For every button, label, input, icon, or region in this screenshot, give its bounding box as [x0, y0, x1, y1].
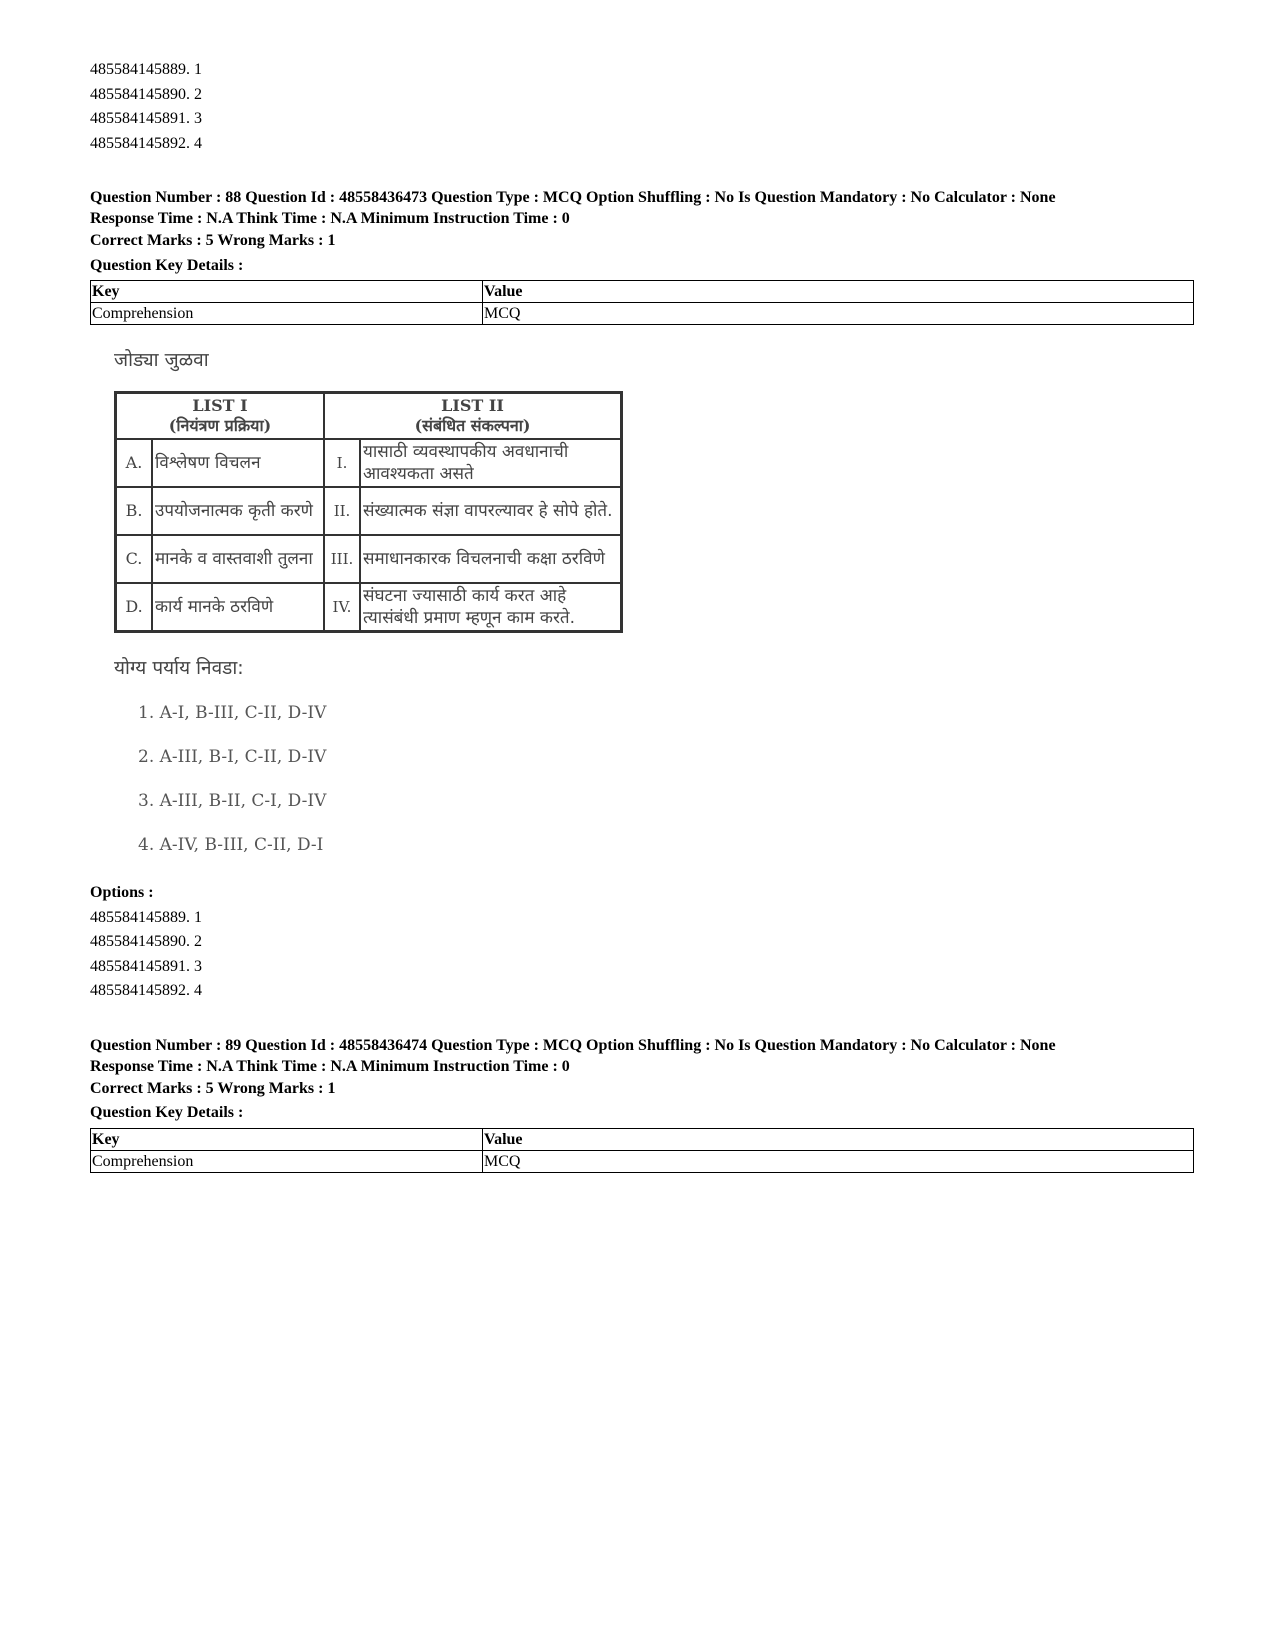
- option-item: 485584145889. 1: [90, 61, 202, 78]
- list2-header: [324, 393, 622, 440]
- match-left-text: मानके व वास्तवाशी तुलना: [152, 535, 324, 583]
- list1-title: LIST I: [192, 396, 248, 415]
- question-header-line2: Response Time : N.A Think Time : N.A Minimum Instruction Time : 0: [90, 1057, 570, 1075]
- match-left-text: उपयोजनात्मक कृती करणे: [152, 487, 324, 535]
- answer-choice: 1. A-I, B-III, C-II, D-IV: [138, 703, 327, 723]
- table-header-value: Value: [483, 1128, 1194, 1150]
- match-label: C.: [116, 535, 153, 583]
- answer-choice: 4. A-IV, B-III, C-II, D-I: [138, 835, 324, 855]
- question-88-block: [90, 187, 1195, 1004]
- question-marks: Correct Marks : 5 Wrong Marks : 1: [90, 1079, 336, 1097]
- table-row: [91, 303, 1194, 325]
- question-header-line1: Question Number : 88 Question Id : 48558436473 Question Type : MCQ Option Shuffling : No Is Question Mandatory : No Calculator : None: [90, 189, 1056, 206]
- option-item: 485584145890. 2: [90, 85, 202, 103]
- option-item: 485584145891. 3: [90, 110, 202, 127]
- match-table-header: [116, 393, 622, 440]
- question-header-line2: Response Time : N.A Think Time : N.A Minimum Instruction Time : 0: [90, 210, 570, 227]
- answer-choice: 2. A-III, B-I, C-II, D-IV: [138, 747, 327, 767]
- match-right-text: संख्यात्मक संज्ञा वापरल्यावर हे सोपे होते.: [360, 487, 622, 535]
- match-right-text: समाधानकारक विचलनाची कक्षा ठरविणे: [360, 535, 622, 583]
- table-header-key: Key: [91, 1128, 483, 1150]
- match-roman: I.: [324, 439, 360, 487]
- list2-subtitle: (संबंधित संकल्पना): [414, 416, 531, 435]
- match-label: B.: [116, 487, 153, 535]
- table-header-row: [91, 281, 1194, 303]
- match-row: [116, 487, 622, 535]
- list1-subtitle: (नियंत्रण प्रक्रिया): [168, 416, 272, 435]
- match-table: [114, 391, 623, 633]
- document-page: [90, 58, 1195, 1173]
- options-label: Options :: [90, 884, 154, 901]
- list1-header: [116, 393, 325, 440]
- table-cell-key: Comprehension: [91, 303, 483, 325]
- option-item: 485584145890. 2: [90, 933, 202, 950]
- match-roman: II.: [324, 487, 360, 535]
- question-marks: Correct Marks : 5 Wrong Marks : 1: [90, 232, 336, 249]
- option-item: 485584145889. 1: [90, 908, 202, 926]
- table-row: [91, 1150, 1194, 1172]
- option-item: 485584145891. 3: [90, 957, 202, 975]
- table-cell-value: MCQ: [483, 1150, 1194, 1172]
- match-row: [116, 583, 622, 632]
- key-details-table: [90, 280, 1194, 325]
- question-89-block: [90, 1035, 1195, 1173]
- table-header-value: Value: [483, 281, 1194, 303]
- match-left-text: विश्लेषण विचलन: [152, 439, 324, 487]
- match-roman: III.: [324, 535, 360, 583]
- table-cell-value: MCQ: [483, 303, 1194, 325]
- question-header-line1: Question Number : 89 Question Id : 48558436474 Question Type : MCQ Option Shuffling : No Is Question Mandatory : No Calculator : None: [90, 1036, 1056, 1054]
- table-cell-key: Comprehension: [91, 1150, 483, 1172]
- key-details-label: Question Key Details :: [90, 1104, 244, 1121]
- options-list: [90, 906, 1195, 1004]
- answer-choices: [138, 691, 634, 867]
- question-image: [114, 347, 634, 867]
- table-header-row: [91, 1128, 1194, 1150]
- key-details-table: [90, 1128, 1194, 1173]
- match-roman: IV.: [324, 583, 360, 632]
- option-item: 485584145892. 4: [90, 982, 202, 999]
- match-left-text: कार्य मानके ठरविणे: [152, 583, 324, 632]
- match-row: [116, 439, 622, 487]
- match-row: [116, 535, 622, 583]
- match-right-text: यासाठी व्यवस्थापकीय अवधानाची आवश्यकता असते: [360, 439, 622, 487]
- answer-choice: 3. A-III, B-II, C-I, D-IV: [138, 791, 327, 811]
- table-header-key: Key: [91, 281, 483, 303]
- question-instruction: जोड्या जुळवा: [114, 349, 209, 371]
- choose-instruction: योग्य पर्याय निवडा:: [114, 657, 244, 679]
- option-item: 485584145892. 4: [90, 134, 202, 152]
- match-label: D.: [116, 583, 153, 632]
- list2-title: LIST II: [441, 396, 504, 415]
- match-label: A.: [116, 439, 153, 487]
- match-right-text: संघटना ज्यासाठी कार्य करत आहे त्यासंबंधी प्रमाण म्हणून काम करते.: [360, 583, 622, 632]
- key-details-label: Question Key Details :: [90, 256, 244, 274]
- previous-options-list: [90, 58, 1195, 156]
